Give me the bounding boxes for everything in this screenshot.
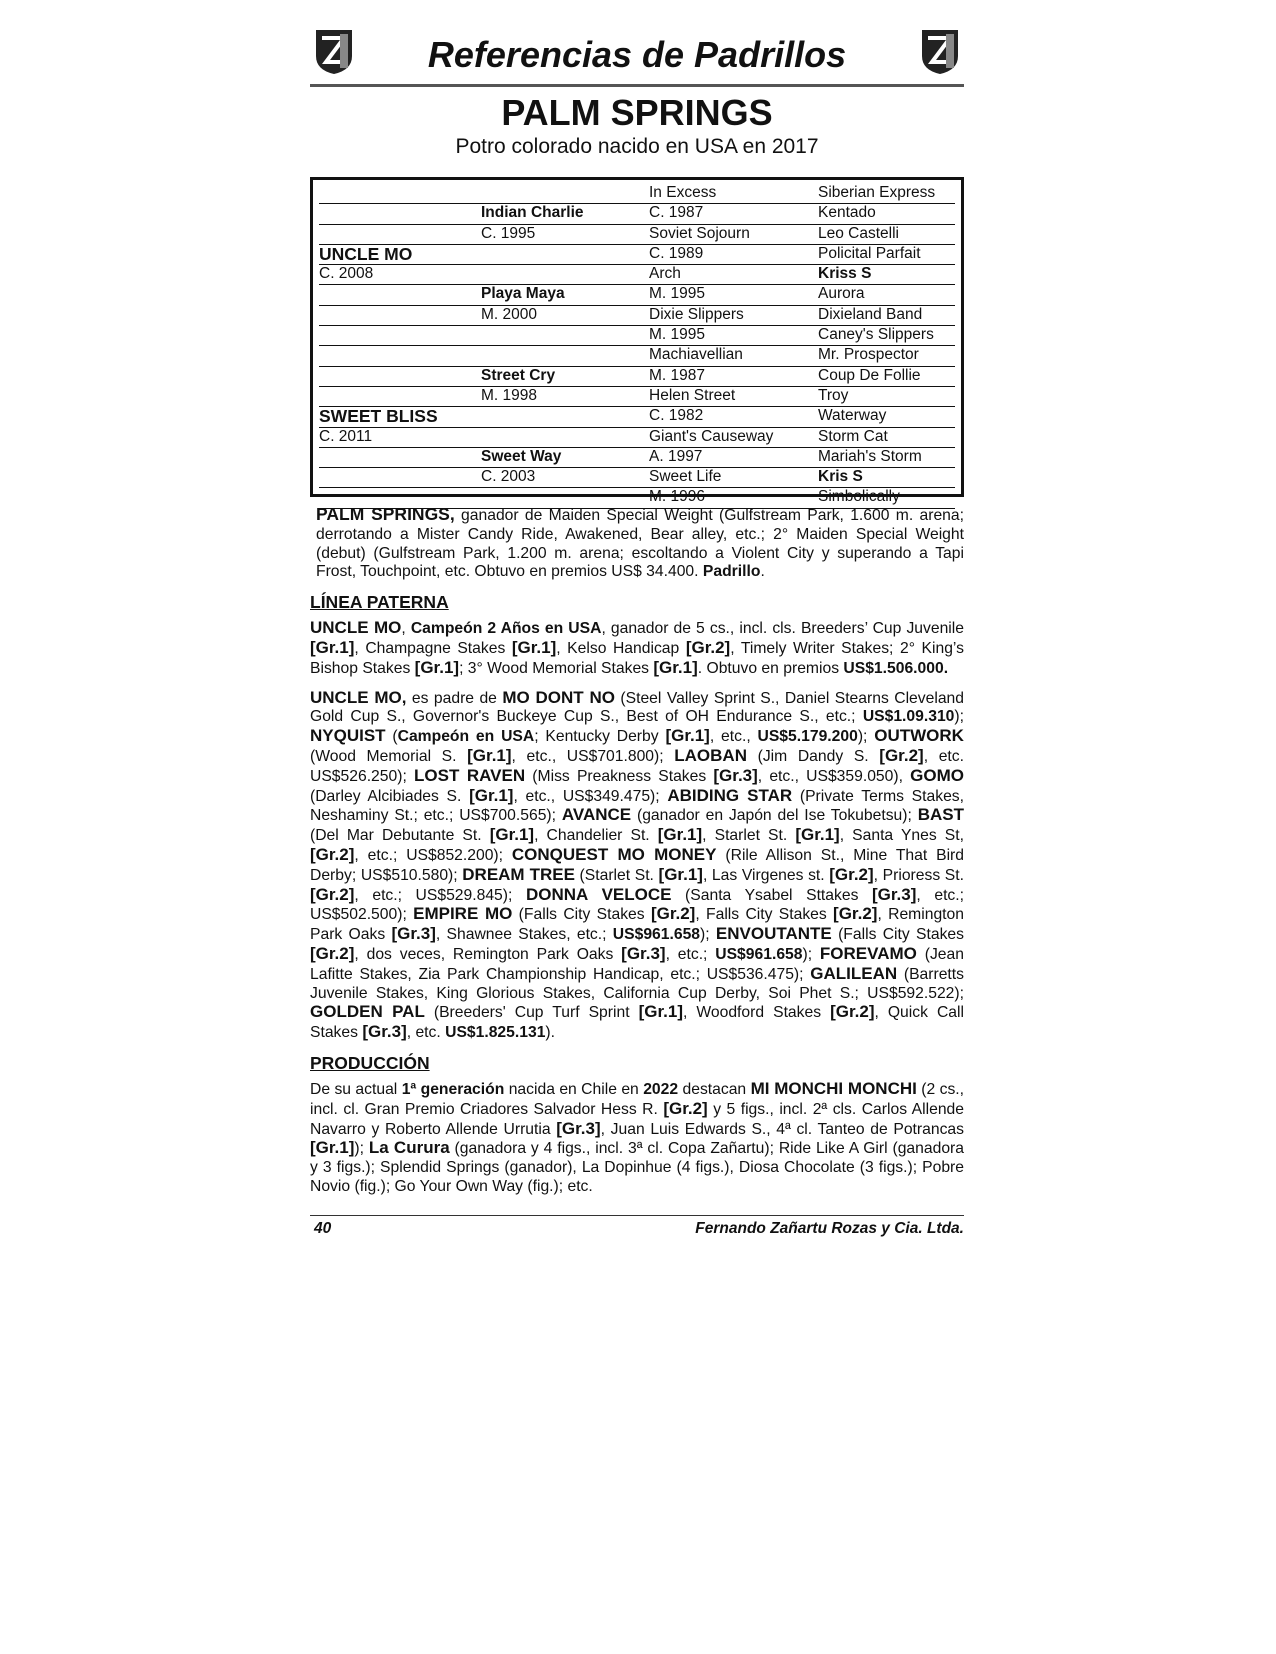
text-segment: es padre de: [406, 689, 503, 707]
text-segment: , ganador de 5 cs., incl. cls. Breeders’ Cup Juvenile: [601, 620, 964, 638]
pedigree-cell: M. 2000: [481, 305, 538, 323]
pedigree-cell: Kriss S: [818, 265, 872, 283]
horse-reference: LAOBAN: [674, 745, 747, 765]
text-segment: , Timely Writer Stakes; 2° King’s Bishop Stakes: [310, 639, 964, 677]
pedigree-cell: Indian Charlie: [481, 204, 584, 222]
text-segment: );: [354, 1140, 369, 1158]
text-segment: , Falls City Stakes: [695, 906, 834, 924]
horse-reference: [Gr.1]: [653, 657, 698, 677]
horse-reference: [Gr.2]: [650, 904, 696, 924]
text-segment: (Breeders' Cup Turf Sprint: [424, 1004, 639, 1022]
horse-reference: [Gr.1]: [310, 1138, 355, 1158]
pedigree-row: [319, 265, 955, 285]
pedigree-cell: Policital Parfait: [818, 244, 921, 262]
pedigree-row: [319, 184, 955, 204]
intro-paragraph: [316, 505, 964, 582]
horse-reference: [Gr.1]: [658, 864, 703, 884]
bold-text: US$5.179.200: [757, 728, 858, 746]
pedigree-cell: C. 2011: [319, 427, 373, 445]
pedigree-cell: Machiavellian: [649, 346, 743, 364]
intro-horse-name: PALM SPRINGS,: [316, 504, 455, 524]
pedigree-row: [319, 245, 955, 265]
pedigree-cell: Leo Castelli: [818, 224, 899, 242]
pedigree-row: [319, 225, 955, 245]
pedigree-cell: M. 1995: [649, 285, 706, 303]
pedigree-cell: M. 1996: [649, 488, 706, 506]
text-segment: , Remington Park Oaks: [310, 906, 964, 944]
horse-reference: LOST RAVEN: [414, 765, 526, 785]
horse-reference: ABIDING STAR: [667, 785, 793, 805]
text-segment: (2 cs., incl. cl. Gran Premio Criadores Salvador Hess R.: [310, 1080, 965, 1118]
horse-reference: FOREVAMO: [819, 943, 917, 963]
horse-reference: MI MONCHI MONCHI: [750, 1078, 917, 1098]
pedigree-cell: Dixie Slippers: [649, 305, 744, 323]
pedigree-cell: M. 1995: [649, 326, 706, 344]
horse-reference: UNCLE MO,: [310, 687, 407, 707]
text-segment: , etc., US$349.475);: [513, 787, 668, 805]
footer-company: Fernando Zañartu Rozas y Cia. Ltda.: [695, 1219, 964, 1237]
pedigree-cell: C. 1995: [481, 224, 536, 242]
horse-reference: MO DONT NO: [502, 687, 615, 707]
horse-reference: [Gr.2]: [829, 864, 874, 884]
horse-reference: UNCLE MO: [310, 618, 402, 638]
horse-reference: [Gr.1]: [511, 637, 557, 657]
pedigree-cell: Helen Street: [649, 386, 736, 404]
text-segment: (Jim Dandy S.: [746, 747, 880, 765]
pedigree-cell: C. 1987: [649, 204, 704, 222]
text-segment: , Champagne Stakes: [354, 639, 512, 657]
horse-reference: AVANCE: [561, 805, 632, 825]
pedigree-cell: Waterway: [818, 407, 887, 425]
horse-reference: GOMO: [910, 765, 964, 785]
pedigree-cell: Street Cry: [481, 366, 556, 384]
pedigree-row: [319, 407, 955, 427]
text-segment: , etc.: [406, 1024, 446, 1042]
logo-icon: [916, 26, 964, 76]
pedigree-row: [319, 448, 955, 468]
pedigree-cell: C. 1982: [649, 407, 704, 425]
pedigree-cell: M. 1987: [649, 366, 706, 384]
pedigree-cell: M. 1998: [481, 386, 538, 404]
bold-text: Campeón 2 Años en USA: [410, 620, 602, 638]
horse-reference: [Gr.3]: [713, 765, 758, 785]
pedigree-cell: Giant's Causeway: [649, 427, 774, 445]
pedigree-cell: C. 2008: [319, 265, 374, 283]
horse-reference: [Gr.2]: [830, 1002, 875, 1022]
text-segment: , Santa Ynes St,: [839, 827, 964, 845]
horse-reference: [Gr.1]: [467, 745, 512, 765]
text-segment: (ganadora y 4 figs., incl. 3ª cl. Copa Zañartu); Ride Like A Girl (ganadora y 3 figs.); Splendid Springs (ganador), La Dopinhue (4 figs.), Diosa Chocolate (3 figs.); Pobre Novio (fig.); Go Your Own Way (fig.); etc.: [310, 1140, 964, 1195]
horse-reference: [Gr.3]: [556, 1118, 601, 1138]
horse-reference: GOLDEN PAL: [310, 1002, 425, 1022]
pedigree-cell: Storm Cat: [818, 427, 888, 445]
pedigree-table: [310, 177, 964, 506]
pedigree-cell: Playa Maya: [481, 285, 565, 303]
pedigree-cell: Soviet Sojourn: [649, 224, 750, 242]
bold-text: US$961.658: [612, 926, 701, 944]
text-segment: (Falls City Stakes: [831, 926, 964, 944]
text-segment: , Woodford Stakes: [682, 1004, 831, 1022]
horse-reference: [Gr.1]: [657, 825, 703, 845]
text-segment: ; 3° Wood Memorial Stakes: [459, 659, 654, 677]
horse-reference: [Gr.1]: [665, 726, 710, 746]
pedigree-row: [319, 387, 955, 407]
text-segment: (: [385, 728, 398, 746]
production-paragraph: [310, 1080, 964, 1197]
text-segment: , Starlet St.: [702, 827, 796, 845]
text-segment: (Rile Allison St., Mine That Bird Derby; US$510.580);: [310, 846, 965, 884]
bold-text: 2022: [643, 1080, 679, 1098]
text-segment: (Falls City Stakes: [512, 906, 651, 924]
text-segment: , etc.;: [665, 945, 716, 963]
pedigree-row: [319, 204, 955, 224]
text-segment: destacan: [678, 1080, 751, 1098]
pedigree-cell: Kris S: [818, 468, 863, 486]
text-segment: , etc.; US$529.845);: [354, 886, 526, 904]
text-segment: ).: [545, 1024, 556, 1042]
text-segment: (Del Mar Debutante St.: [310, 827, 490, 845]
intro-end: Padrillo: [702, 563, 761, 581]
pedigree-cell: Mr. Prospector: [818, 346, 919, 364]
text-segment: De su actual: [310, 1080, 402, 1098]
text-segment: (Wood Memorial S.: [310, 747, 468, 765]
text-segment: (Darley Alcibiades S.: [310, 787, 470, 805]
horse-reference: [Gr.3]: [621, 943, 666, 963]
horse-reference: [Gr.2]: [310, 844, 355, 864]
text-segment: (Starlet St.: [574, 866, 659, 884]
pedigree-row: [319, 488, 955, 508]
pedigree-cell: Mariah's Storm: [818, 447, 922, 465]
horse-reference: [Gr.3]: [362, 1022, 407, 1042]
pedigree-cell: Arch: [649, 265, 681, 283]
horse-reference: [Gr.2]: [879, 745, 924, 765]
intro-dot: .: [760, 563, 765, 581]
text-segment: , etc.; US$502.500);: [310, 886, 964, 924]
pedigree-row: [319, 326, 955, 346]
horse-reference: [Gr.2]: [310, 943, 355, 963]
section-title-produccion: PRODUCCIÓN: [310, 1052, 430, 1073]
horse-reference: CONQUEST MO MONEY: [511, 844, 717, 864]
horse-reference: ENVOUTANTE: [715, 924, 832, 944]
bold-text: 1ª generación: [401, 1080, 505, 1098]
horse-reference: [Gr.1]: [795, 825, 840, 845]
horse-reference: [Gr.1]: [469, 785, 514, 805]
page-number: 40: [314, 1219, 332, 1237]
horse-reference: GALILEAN: [810, 963, 898, 983]
horse-reference: [Gr.2]: [685, 637, 731, 657]
horse-reference: NYQUIST: [310, 726, 386, 746]
text-segment: );: [857, 728, 875, 746]
pedigree-cell: C. 1989: [649, 244, 704, 262]
horse-reference: [Gr.1]: [310, 637, 355, 657]
horse-reference: OUTWORK: [874, 726, 964, 746]
section-title-paterna: LÍNEA PATERNA: [310, 592, 449, 613]
pedigree-cell: Coup De Follie: [818, 366, 921, 384]
text-segment: , Prioress St.: [873, 866, 964, 884]
text-segment: ,: [401, 620, 411, 638]
horse-reference: [Gr.1]: [638, 1002, 683, 1022]
text-segment: ; Kentucky Derby: [534, 728, 666, 746]
horse-reference: DREAM TREE: [462, 864, 575, 884]
pedigree-cell: In Excess: [649, 184, 717, 201]
horse-reference: [Gr.2]: [833, 904, 878, 924]
text-segment: );: [802, 945, 820, 963]
text-segment: , Kelso Handicap: [556, 639, 686, 657]
horse-subtitle: Potro colorado nacido en USA en 2017: [455, 135, 819, 158]
pedigree-cell: A. 1997: [649, 447, 703, 465]
text-segment: , Las Virgenes st.: [702, 866, 830, 884]
text-segment: );: [700, 926, 716, 944]
pedigree-row: [319, 428, 955, 448]
horse-reference: La Curura: [368, 1138, 450, 1158]
intro-text: ganador de Maiden Special Weight (Gulfstream Park, 1.600 m. arena; derrotando a Mister Candy Ride, Awakened, Bear alley, etc.; 2° Maiden Special Weight (debut) (Gulfstream Park, 1.200 m. arena; escoltando a Violent City y superando a Tapi Frost, Touchpoint, etc. Obtuvo en premios US$ 34.400.: [316, 507, 964, 581]
horse-reference: EMPIRE MO: [413, 904, 513, 924]
text-segment: , Shawnee Stakes, etc.;: [435, 926, 613, 944]
pedigree-cell: Kentado: [818, 204, 876, 222]
text-segment: , Quick Call Stakes: [310, 1004, 964, 1042]
text-segment: (Steel Valley Sprint S., Daniel Stearns Cleveland Gold Cup S., Governor's Buckeye Cup S., Best of OH Endurance S., etc.;: [310, 689, 965, 726]
horse-reference: DONNA VELOCE: [525, 884, 672, 904]
text-segment: , dos veces, Remington Park Oaks: [354, 945, 622, 963]
page-header: [310, 20, 964, 82]
text-segment: y 5 figs., incl. 2ª cls. Carlos Allende Navarro y Roberto Allende Urrutia: [310, 1100, 964, 1138]
text-segment: (Barretts Juvenile Stakes, King Glorious Stakes, California Cup Derby, Soi Phet S.; US$592.522);: [310, 965, 964, 1002]
horse-reference: [Gr.3]: [391, 924, 436, 944]
horse-reference: [Gr.3]: [872, 884, 917, 904]
pedigree-row: [319, 285, 955, 305]
pedigree-row: [319, 468, 955, 488]
pedigree-row: [319, 367, 955, 387]
horse-reference: BAST: [917, 805, 964, 825]
text-segment: (Miss Preakness Stakes: [525, 767, 714, 785]
pedigree-cell: C. 2003: [481, 468, 536, 486]
pedigree-row: [319, 346, 955, 366]
bold-text: Campeón en USA: [397, 728, 535, 746]
page-footer: [310, 1216, 964, 1240]
text-segment: (Jean Lafitte Stakes, Zia Park Championship Handicap, etc.; US$536.475);: [310, 945, 964, 983]
page-header-title: Referencias de Padrillos: [427, 34, 847, 75]
text-segment: , etc., US$701.800);: [511, 747, 675, 765]
pedigree-cell: Simbolically: [818, 488, 900, 506]
pedigree-cell: Aurora: [818, 285, 865, 303]
horse-name: PALM SPRINGS: [501, 92, 773, 133]
pedigree-cell: Caney's Slippers: [818, 326, 934, 344]
text-segment: , etc.; US$852.200);: [354, 846, 512, 864]
pedigree-cell: Sweet Way: [481, 447, 562, 465]
text-segment: (ganador en Japón del Ise Tokubetsu);: [631, 807, 918, 825]
pedigree-cell: Troy: [818, 386, 849, 404]
horse-reference: [Gr.1]: [489, 825, 535, 845]
text-segment: (Santa Ysabel Sttakes: [671, 886, 872, 904]
sire-paragraph-1: [310, 619, 964, 678]
text-segment: );: [954, 708, 964, 726]
text-segment: , etc. US$526.250);: [310, 747, 964, 785]
pedigree-cell: Dixieland Band: [818, 305, 923, 323]
header-divider: [310, 84, 964, 87]
text-segment: , Chandelier St.: [534, 827, 658, 845]
bold-text: US$1.825.131: [445, 1024, 546, 1042]
bold-text: US$1.09.310: [862, 708, 955, 726]
horse-reference: [Gr.2]: [663, 1098, 708, 1118]
pedigree-cell: UNCLE MO: [319, 243, 413, 264]
text-segment: , etc.,: [709, 728, 758, 746]
sire-paragraph-2: [310, 689, 964, 1043]
bold-text: US$961.658: [715, 945, 803, 963]
document-page: [310, 20, 964, 1240]
text-segment: . Obtuvo en premios: [697, 659, 844, 677]
horse-reference: [Gr.1]: [414, 657, 460, 677]
horse-reference: [Gr.2]: [310, 884, 355, 904]
text-segment: , Juan Luis Edwards S., 4ª cl. Tanteo de Potrancas: [600, 1120, 964, 1138]
bold-text: US$1.506.000.: [843, 659, 949, 677]
pedigree-cell: Sweet Life: [649, 468, 722, 486]
text-segment: (Private Terms Stakes, Neshaminy St.; etc.; US$700.565);: [310, 787, 964, 825]
pedigree-cell: SWEET BLISS: [319, 406, 438, 427]
pedigree-cell: Siberian Express: [818, 184, 936, 201]
pedigree-row: [319, 306, 955, 326]
text-segment: nacida en Chile en: [504, 1080, 644, 1098]
text-segment: , etc., US$359.050),: [757, 767, 911, 785]
